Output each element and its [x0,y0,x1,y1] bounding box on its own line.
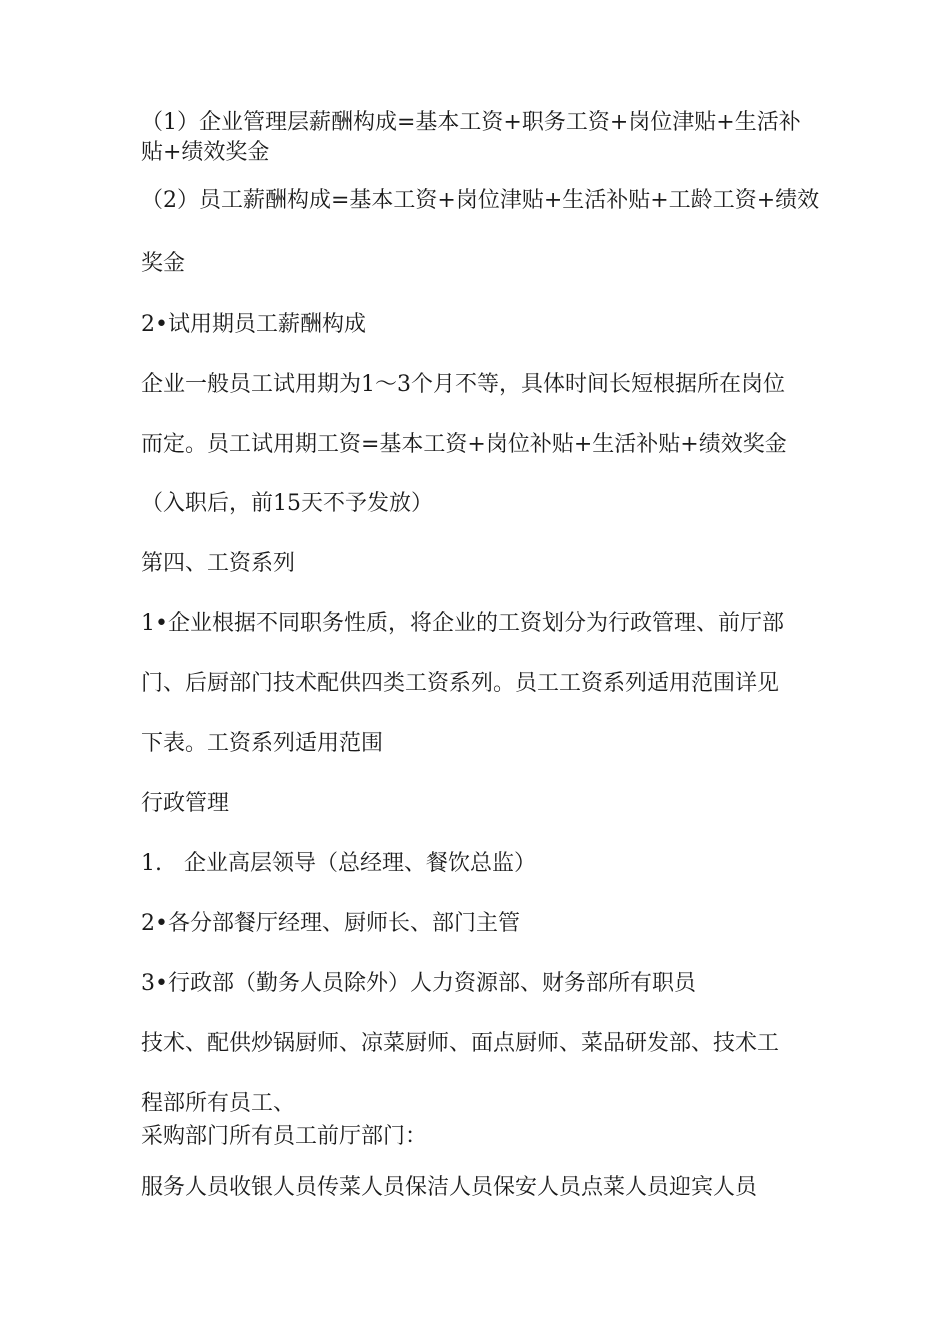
paragraph-management-salary: （1）企业管理层薪酬构成=基本工资+职务工资+岗位津贴+生活补贴+绩效奖金 [141,110,801,165]
category-purchasing-front: 采购部门所有员工前厅部门： [141,1124,428,1149]
paragraph-series-intro-cont: 门、后厨部门技术配供四类工资系列。员工工资系列适用范围详见 [141,671,780,696]
list-item-admin-staff: 3•行政部（勤务人员除外）人力资源部、财务部所有职员 [141,971,696,996]
list-front-hall-staff: 服务人员收银人员传菜人员保洁人员保安人员点菜人员迎宾人员 [141,1175,758,1200]
list-item-senior-leaders: 1. 企业高层领导（总经理、餐饮总监） [141,851,536,876]
paragraph-probation-formula: 而定。员工试用期工资=基本工资+岗位补贴+生活补贴+绩效奖金 [141,432,787,457]
list-item-branch-managers: 2•各分部餐厅经理、厨师长、部门主管 [141,911,520,936]
section-heading-salary-series: 第四、工资系列 [141,551,296,576]
heading-probation-salary: 2•试用期员工薪酬构成 [141,312,366,337]
paragraph-employee-salary-cont: 奖金 [141,251,186,276]
category-technical-supply: 技术、配供炒锅厨师、凉菜厨师、面点厨师、菜品研发部、技术工 [141,1031,780,1056]
paragraph-series-intro: 1•企业根据不同职务性质，将企业的工资划分为行政管理、前厅部 [141,611,784,636]
paragraph-probation-period: 企业一般员工试用期为1〜3个月不等，具体时间长短根据所在岗位 [141,372,785,397]
paragraph-probation-note: （入职后，前15天不予发放） [141,491,433,516]
category-technical-supply-cont: 程部所有员工、 [141,1091,296,1116]
paragraph-employee-salary: （2）员工薪酬构成=基本工资+岗位津贴+生活补贴+工龄工资+绩效 [141,188,820,213]
paragraph-series-intro-end: 下表。工资系列适用范围 [141,731,384,756]
category-admin-management: 行政管理 [141,791,230,816]
